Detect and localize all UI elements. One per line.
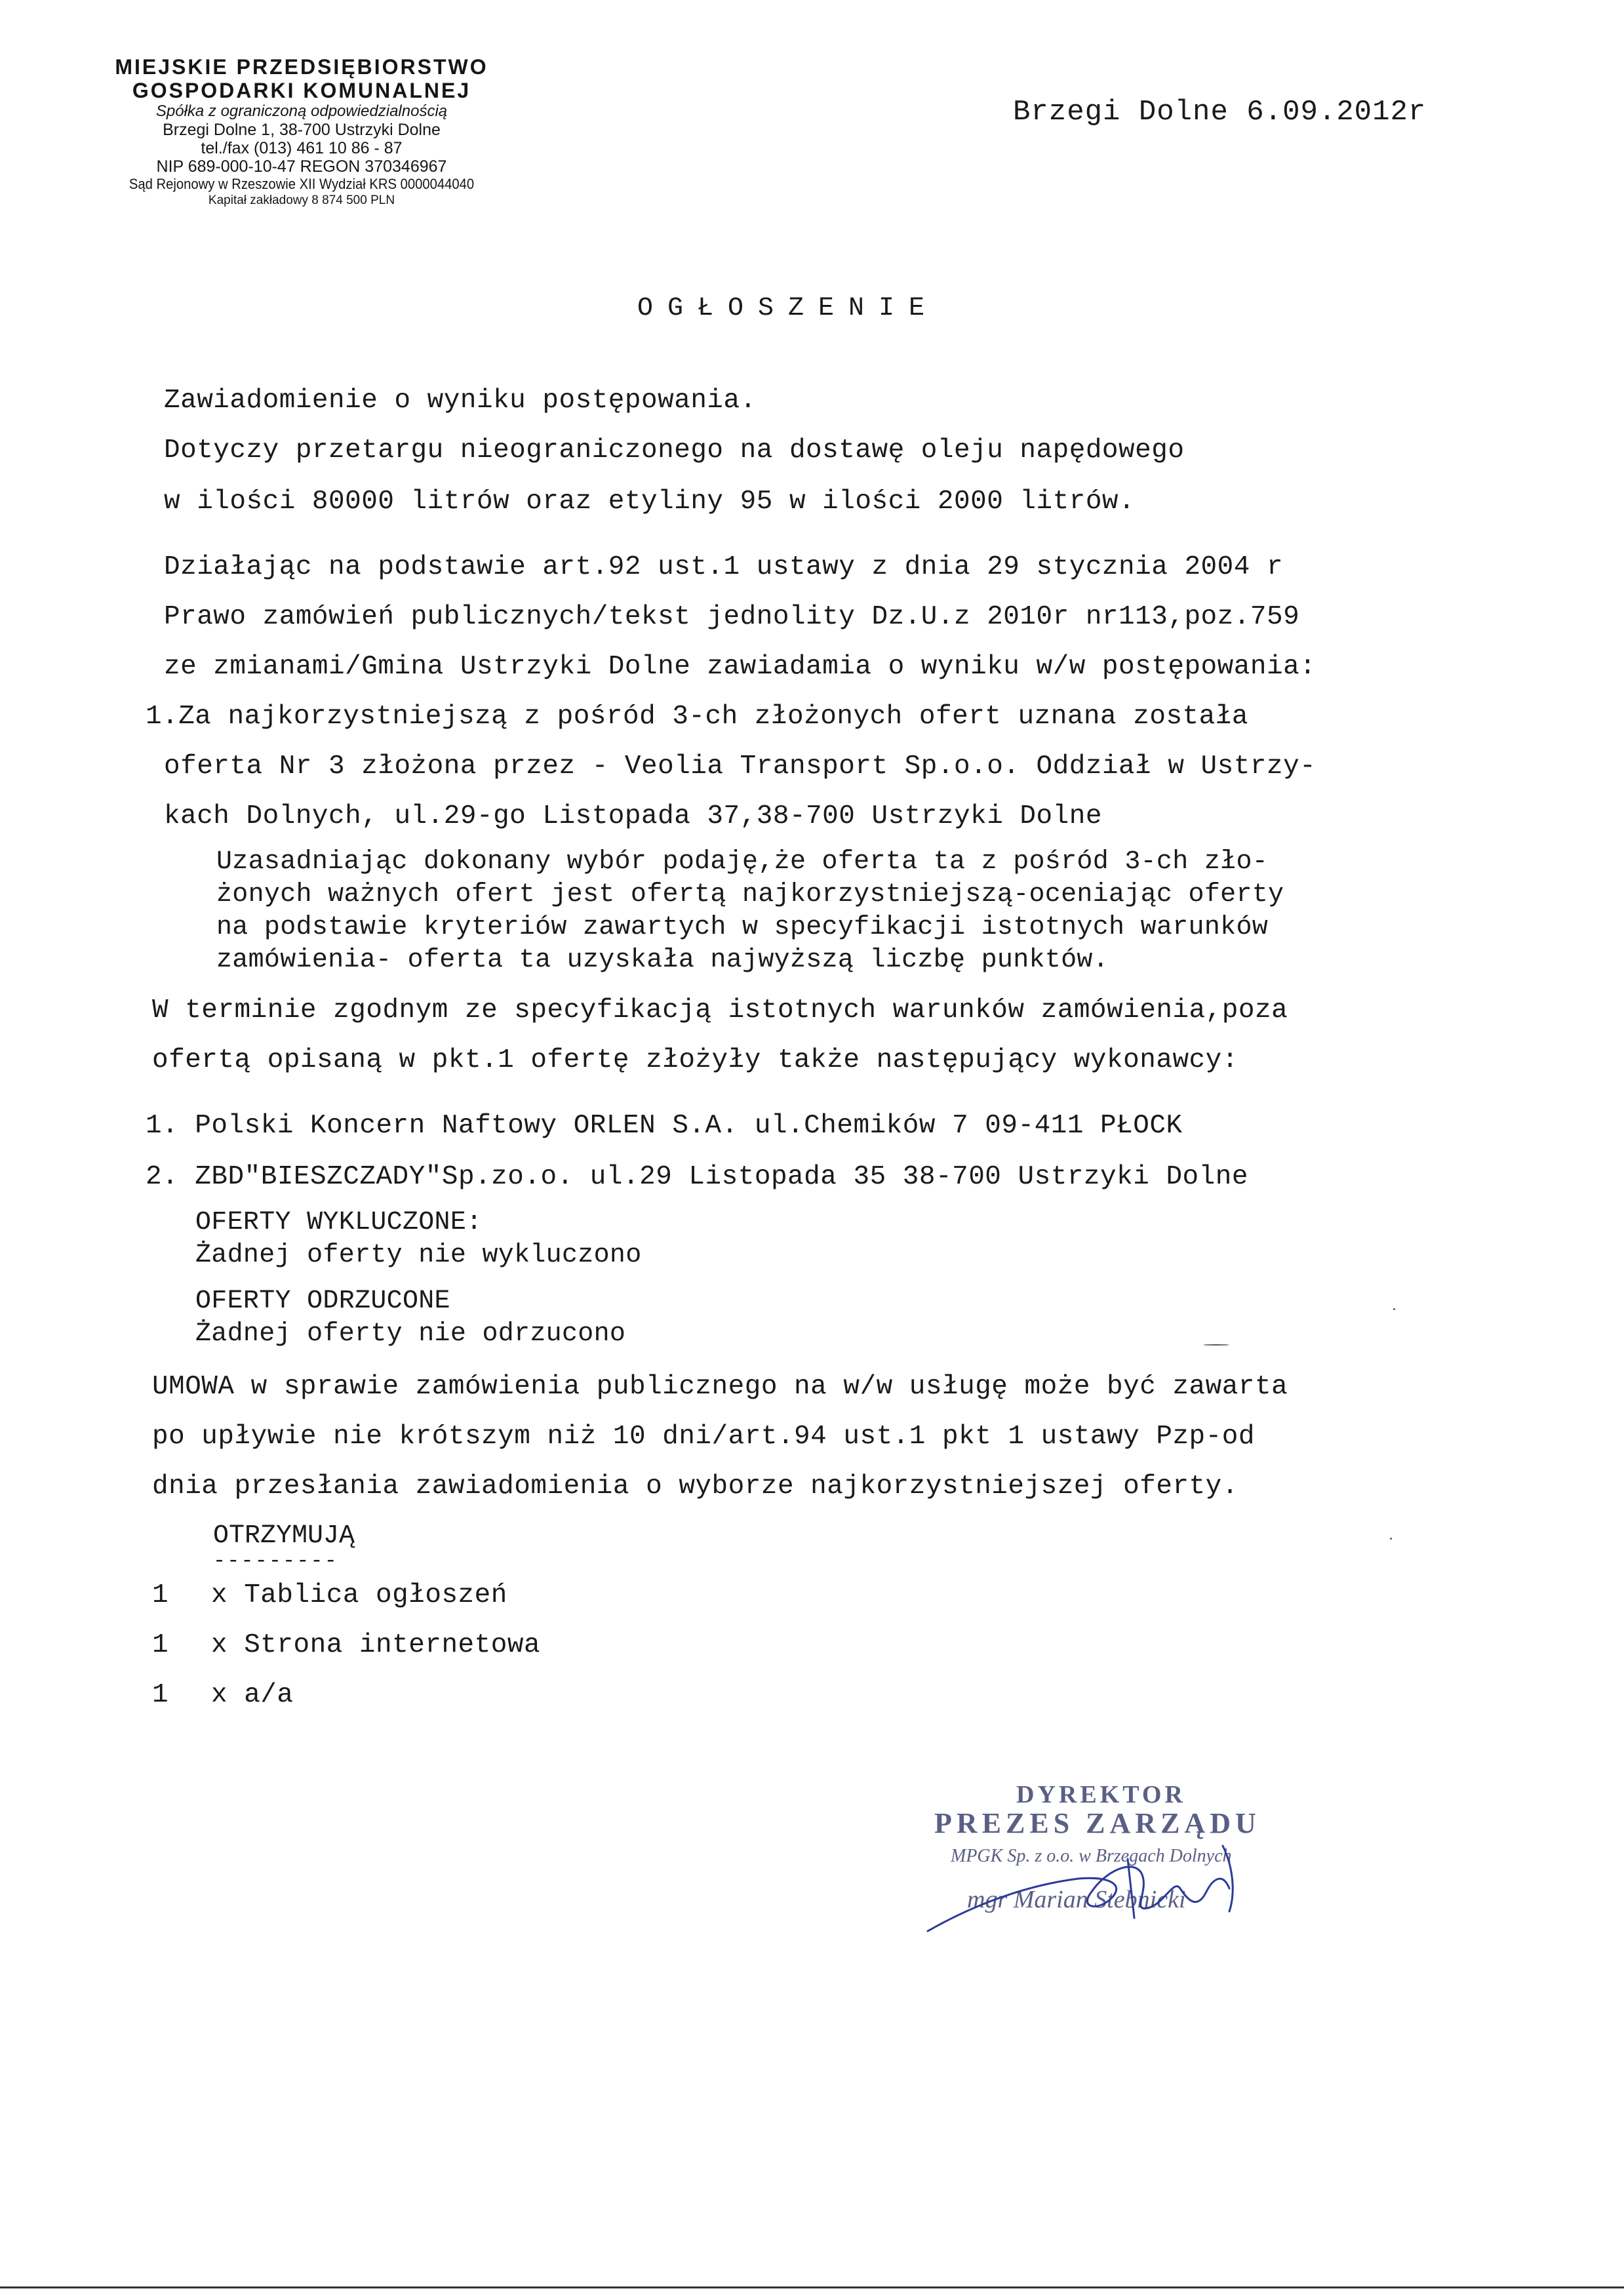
rejected-text: Żadnej oferty nie odrzucono: [195, 1319, 626, 1349]
stamp-line2: PREZES ZARZĄDU: [934, 1807, 1261, 1839]
company-capital: Kapitał zakładowy 8 874 500 PLN: [208, 193, 395, 207]
contract-line: dnia przesłania zawiadomienia o wyborze najkorzystniejszej oferty.: [152, 1471, 1238, 1502]
recipient-qty: 1: [152, 1580, 169, 1610]
stamp-line3: MPGK Sp. z o.o. w Brzegach Dolnych: [951, 1846, 1232, 1866]
winner-line: 1.Za najkorzystniejszą z pośród 3-ch złożonych ofert uznana została: [146, 702, 1248, 732]
legal-line: Działając na podstawie art.92 ust.1 ustawy z dnia 29 stycznia 2004 r: [164, 552, 1284, 582]
recipient-item: x a/a: [211, 1680, 294, 1710]
bottom-scan-edge: [0, 2286, 1624, 2288]
bidder-item: 1. Polski Koncern Naftowy ORLEN S.A. ul.Chemików 7 09-411 PŁOCK: [146, 1111, 1183, 1141]
rejected-heading: OFERTY ODRZUCONE: [195, 1287, 450, 1316]
bidder-item: 2. ZBD"BIESZCZADY"Sp.zo.o. ul.29 Listopada 35 38-700 Ustrzyki Dolne: [146, 1162, 1248, 1192]
excluded-text: Żadnej oferty nie wykluczono: [195, 1241, 642, 1270]
scan-speck: [1390, 1538, 1392, 1540]
winner-line: oferta Nr 3 złożona przez - Veolia Transport Sp.o.o. Oddział w Ustrzy-: [164, 751, 1317, 782]
recipients-heading: OTRZYMUJĄ: [213, 1521, 355, 1551]
company-legal-form: Spółka z ograniczoną odpowiedzialnością: [155, 102, 448, 120]
company-court-krs: Sąd Rejonowy w Rzeszowie XII Wydział KRS 0000044040: [129, 176, 475, 192]
stamp-line4: mgr Marian Stebnicki: [967, 1886, 1186, 1913]
stamp-line1: DYREKTOR: [1016, 1781, 1186, 1808]
legal-line: Prawo zamówień publicznych/tekst jednolity Dz.U.z 2010r nr113,poz.759: [164, 602, 1300, 632]
intro-line: Dotyczy przetargu nieograniczonego na dostawę oleju napędowego: [164, 435, 1185, 466]
legal-line: ze zmianami/Gmina Ustrzyki Dolne zawiadamia o wyniku w/w postępowania:: [164, 652, 1317, 682]
others-intro-line: ofertą opisaną w pkt.1 ofertę złożyły także następujący wykonawcy:: [152, 1045, 1238, 1075]
excluded-heading: OFERTY WYKLUCZONE:: [195, 1208, 483, 1237]
company-header: [72, 55, 531, 209]
director-stamp: [915, 1780, 1321, 1938]
justification-line: Uzasadniając dokonany wybór podaję,że oferta ta z pośród 3-ch zło-: [216, 847, 1269, 877]
scan-speck: [1393, 1308, 1395, 1310]
recipients-underline: ---------: [213, 1549, 338, 1573]
justification-line: zamówienia- oferta ta uzyskała najwyższą liczbę punktów.: [216, 946, 1109, 975]
winner-line: kach Dolnych, ul.29-go Listopada 37,38-700 Ustrzyki Dolne: [164, 801, 1102, 831]
recipient-item: x Tablica ogłoszeń: [211, 1580, 507, 1610]
recipient-qty: 1: [152, 1680, 169, 1710]
scan-speck: [1203, 1344, 1229, 1346]
company-name-line1: MIEJSKIE PRZEDSIĘBIORSTWO: [115, 55, 488, 79]
intro-line: w ilości 80000 litrów oraz etyliny 95 w ilości 2000 litrów.: [164, 487, 1136, 517]
intro-line: Zawiadomienie o wyniku postępowania.: [164, 386, 757, 416]
contract-line: po upływie nie krótszym niż 10 dni/art.94 ust.1 pkt 1 ustawy Pzp-od: [152, 1422, 1255, 1452]
company-phone: tel./fax (013) 461 10 86 - 87: [201, 139, 403, 157]
recipient-item: x Strona internetowa: [211, 1630, 541, 1660]
document-date: Brzegi Dolne 6.09.2012r: [1013, 96, 1427, 129]
contract-line: UMOWA w sprawie zamówienia publicznego na w/w usługę może być zawarta: [152, 1372, 1288, 1402]
company-address: Brzegi Dolne 1, 38-700 Ustrzyki Dolne: [163, 121, 441, 139]
recipient-qty: 1: [152, 1630, 169, 1660]
document-title: OGŁOSZENIE: [637, 294, 940, 323]
justification-line: żonych ważnych ofert jest ofertą najkorzystniejszą-oceniając oferty: [216, 880, 1284, 909]
company-nip-regon: NIP 689-000-10-47 REGON 370346967: [156, 157, 447, 176]
justification-line: na podstawie kryteriów zawartych w specyfikacji istotnych warunków: [216, 913, 1269, 942]
handwritten-signature: [915, 1780, 1321, 1938]
others-intro-line: W terminie zgodnym ze specyfikacją istotnych warunków zamówienia,poza: [152, 995, 1288, 1026]
company-name-line2: GOSPODARKI KOMUNALNEJ: [132, 79, 471, 102]
